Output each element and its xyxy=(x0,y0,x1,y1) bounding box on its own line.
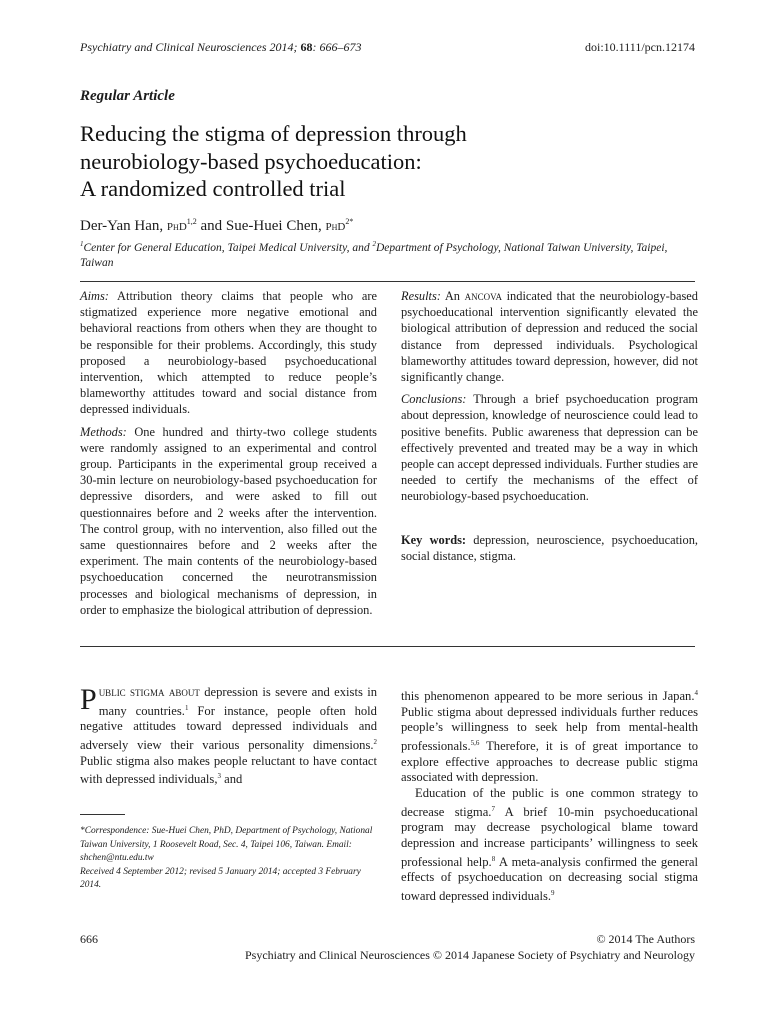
keywords-label: Key words: xyxy=(401,533,467,547)
body-left-column xyxy=(80,685,377,788)
author-list xyxy=(80,217,353,235)
footnote-rule xyxy=(80,814,125,815)
author-name: Der-Yan Han, xyxy=(80,218,164,234)
citation-ref[interactable]: 2 xyxy=(373,737,377,746)
copyright-society: Psychiatry and Clinical Neurosciences © 2014 Japanese Society of Psychiatry and Neurology xyxy=(244,947,695,962)
body-paragraph: this phenomenon appeared to be more serious in Japan.$^4$ Public stigma about depressed individuals further reduces people’s willingness to seek help from mental-health professionals.$^{5,6}$ Therefore, it is of great importance to explore effective approaches to decrease public stigma associated with depression. xyxy=(401,689,698,785)
keywords: Key words: depression, neuroscience, psychoeducation, social distance, stigma. xyxy=(401,533,698,564)
received-dates: Received 4 September 2012; revised 5 January 2014; accepted 3 February 2014. xyxy=(80,866,361,890)
title-line: A randomized controlled trial xyxy=(80,176,346,201)
journal-citation: Psychiatry and Clinical Neurosciences 2014; 68: 666–673 xyxy=(80,40,362,54)
abstract-aims: Aims: Attribution theory claims that people who are stigmatized experience more negative emotional and behavioral reactions from others when they are thought to be responsible for their problems. Accordingly, this study proposed a neurobiology-based psychoeducational intervention, which attempted to reduce people’s blameworthy attitudes toward and social distance from depressed individuals. xyxy=(80,289,377,417)
abstract-conclusions: Conclusions: Through a brief psychoeducation program about depression, knowledge of neuroscience could lead to positive benefits. Public awareness that depression can be effectively prevented and treated may be a way in which people can accept depressed individuals. Further studies are needed to certify the mechanisms of the effect of neurobiology-based psychoeducation. xyxy=(401,392,698,504)
footnote xyxy=(80,825,377,893)
title-line: neurobiology-based psychoeducation: xyxy=(80,148,422,174)
affiliation-marker: 1,2 xyxy=(186,217,197,226)
citation-ref[interactable]: 4 xyxy=(694,689,698,697)
body-right-column xyxy=(401,686,698,905)
page-number: 666 xyxy=(80,932,98,946)
citation-ref[interactable]: 8 xyxy=(491,854,496,863)
abstract-top-rule xyxy=(80,281,695,282)
intro-paragraph: Public stigma about depression is severe and exists in many countries.$^1$ For instance, people often hold negative attitudes toward depressed individuals and adversely view their various personality dimensions.$^2$ Public stigma also makes people reluctant to have contact with depressed individuals,$^3$ and xyxy=(80,683,377,787)
abstract-left-column xyxy=(80,288,377,624)
copyright-notice xyxy=(245,932,695,963)
citation-ref[interactable]: 7 xyxy=(491,804,495,813)
abstract-bottom-rule xyxy=(80,646,695,647)
drop-cap: P xyxy=(80,683,97,716)
author-name: and Sue-Huei Chen, xyxy=(200,218,322,234)
copyright-authors: © 2014 The Authors xyxy=(596,932,695,946)
affiliation-marker: 2 xyxy=(345,217,350,226)
abstract-methods: Methods: One hundred and thirty-two college students were randomly assigned to an experimental and control group. Participants in the experimental group received a 30-min lecture on neurobiology-based psychoeducation for depressive disorders, and were asked to fill out questionnaires before and 2 weeks after the intervention. The control group, with no intervention, also filled out the same questionnaires before and 2 weeks after the experiment. The main contents of the neurobiology-based psychoeducation concerned the neurotransmission processes and biological mechanisms of depression, in order to emphasize the biological attribution of depression. xyxy=(80,424,377,617)
citation-ref[interactable]: 9 xyxy=(551,888,555,897)
doi[interactable]: doi:10.1111/pcn.12174 xyxy=(585,40,695,54)
citation-ref[interactable]: 1 xyxy=(184,703,189,712)
abstract-results: Results: An ancova indicated that the neurobiology-based psychoeducational intervention significantly elevated the biological attribution of depression and reduced the social distance from depressed individuals. Psychological blameworthy attitudes toward depression, however, did not significantly change. xyxy=(401,289,698,385)
section-label: Results: xyxy=(401,289,441,303)
author-degree: PhD xyxy=(166,221,187,233)
volume-number: 68 xyxy=(300,40,313,54)
correspondence-marker: * xyxy=(349,217,354,226)
author-degree: PhD xyxy=(325,221,346,233)
section-label: Methods: xyxy=(80,424,127,439)
citation-ref[interactable]: 3 xyxy=(217,772,221,781)
section-label: Aims: xyxy=(80,289,109,303)
section-label: Conclusions: xyxy=(401,392,467,407)
citation-ref[interactable]: 5,6 xyxy=(470,738,480,747)
affiliations: $^1$Center for General Education, Taipei Medical University, and $^2$Department of Psychology, National Taiwan University, Taipei, Taiwan xyxy=(80,240,668,269)
correspondence-note: *Correspondence: Sue-Huei Chen, PhD, Department of Psychology, National Taiwan University, 1 Roosevelt Road, Sec. 4, Taipei 106, Taiwan. Email: shchen@ntu.edu.tw xyxy=(80,826,373,863)
body-paragraph: Education of the public is one common strategy to decrease stigma.$^7$ A brief 10-min psychoeducational program may decrease psychological blame toward depression and increase participants’ willingness to seek professional help.$^8$ A meta-analysis confirmed the general effects of psychoeducation on decreasing social stigma toward depressed individuals.$^9$ xyxy=(401,785,698,904)
article-title xyxy=(80,120,700,203)
article-type: Regular Article xyxy=(80,88,175,104)
page-range: : 666–673 xyxy=(312,40,362,54)
abstract-right-column xyxy=(401,288,698,511)
title-line: Reducing the stigma of depression through xyxy=(80,121,467,146)
